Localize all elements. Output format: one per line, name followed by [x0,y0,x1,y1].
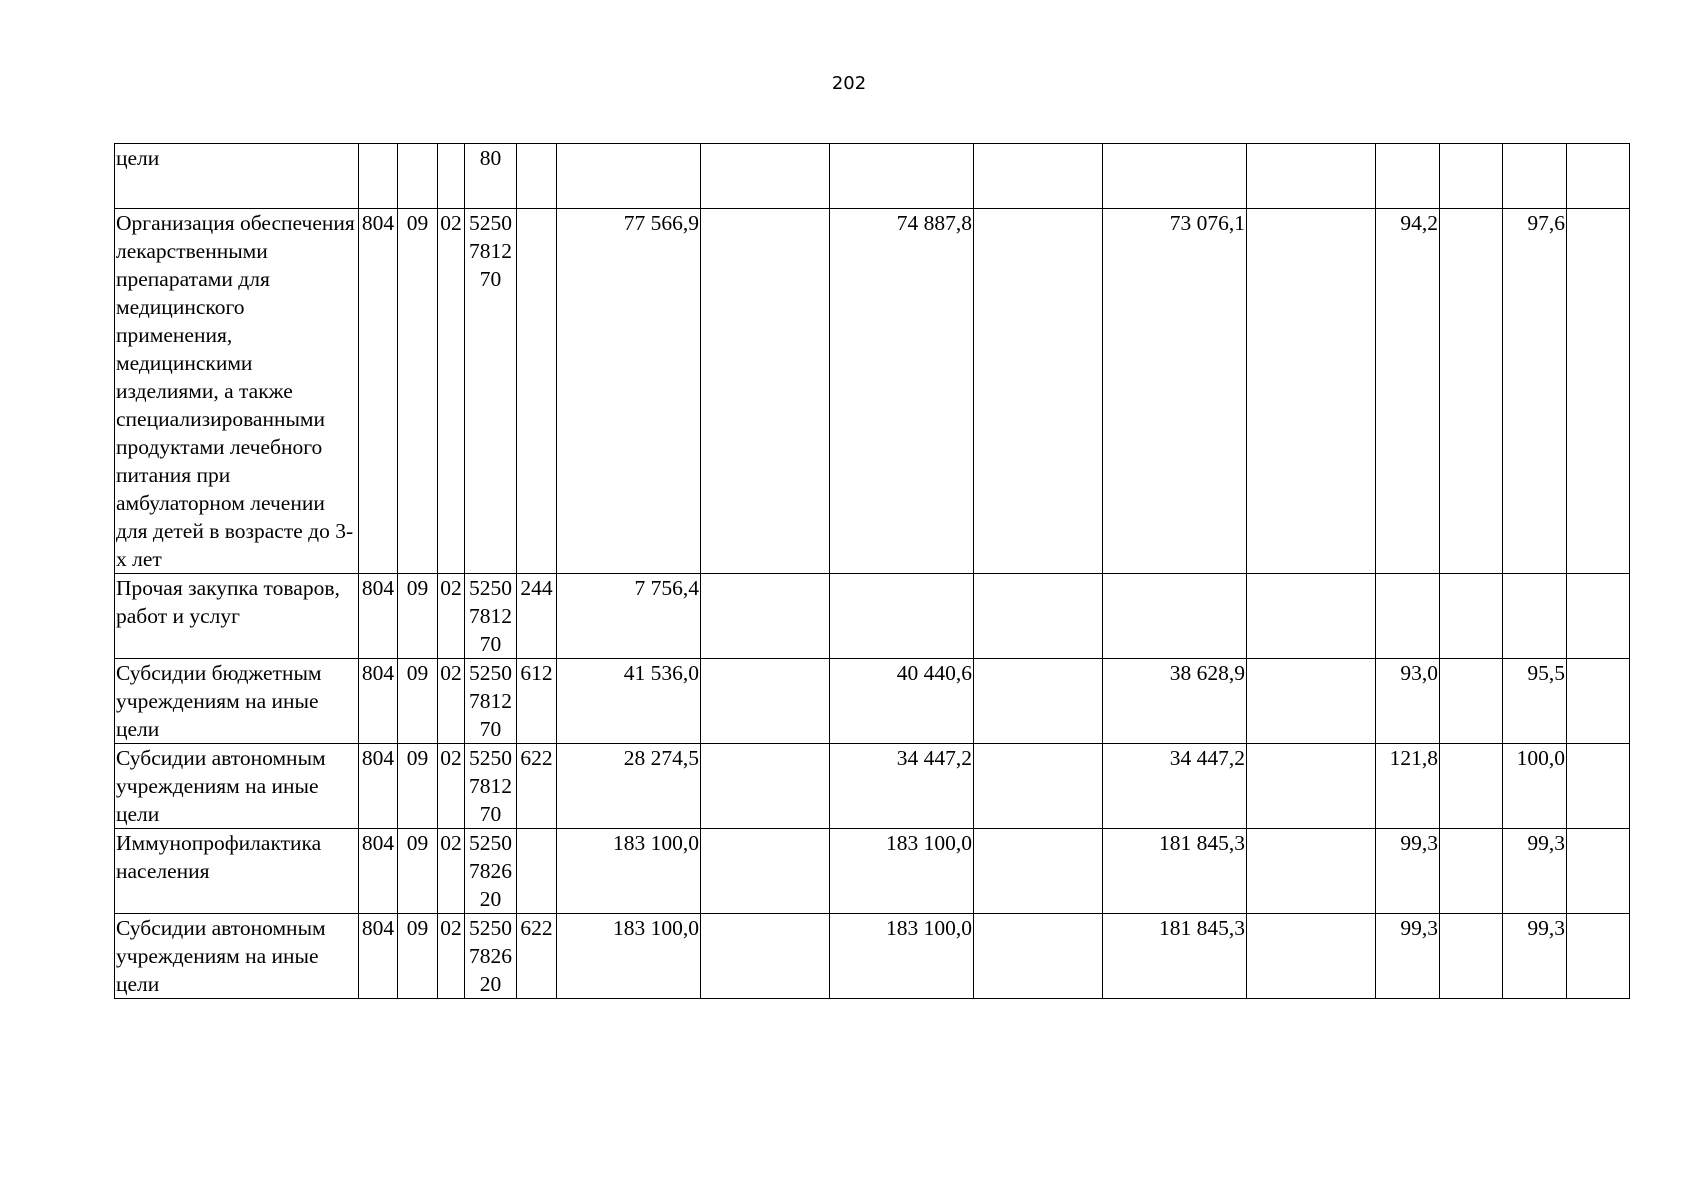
table-row [115,659,1630,744]
cell-vr: 612 [517,659,557,744]
cell-csr: 5250781270 [465,659,517,744]
cell-v9: 99,3 [1503,829,1567,914]
cell-v6 [1247,659,1376,744]
cell-vr [517,829,557,914]
cell-pr: 02 [438,914,465,999]
row-name: Субсидии бюджетным учреждениям на иные цели [115,659,359,744]
cell-vr: 244 [517,574,557,659]
budget-table [114,143,1630,999]
cell-v3: 74 887,8 [830,209,974,574]
cell-csr: 5250782620 [465,914,517,999]
cell-v5 [1103,144,1247,209]
cell-v1: 7 756,4 [557,574,701,659]
cell-v3: 183 100,0 [830,829,974,914]
cell-v5: 34 447,2 [1103,744,1247,829]
cell-v7 [1376,144,1440,209]
cell-v10 [1567,914,1630,999]
cell-v3: 40 440,6 [830,659,974,744]
row-name: цели [115,144,359,209]
cell-vr [517,144,557,209]
cell-pr: 02 [438,744,465,829]
cell-rz: 09 [398,574,438,659]
cell-rz: 09 [398,209,438,574]
cell-v8 [1440,744,1503,829]
page-number: 202 [831,73,867,94]
cell-v6 [1247,914,1376,999]
cell-v2 [701,744,830,829]
cell-v10 [1567,659,1630,744]
cell-v5: 181 845,3 [1103,829,1247,914]
cell-v4 [974,659,1103,744]
cell-v10 [1567,574,1630,659]
cell-v2 [701,144,830,209]
row-name: Иммунопрофилактика населения [115,829,359,914]
table-row [115,144,1630,209]
cell-csr: 5250782620 [465,829,517,914]
cell-g [359,144,398,209]
cell-csr: 5250781270 [465,744,517,829]
cell-v10 [1567,744,1630,829]
cell-v1: 77 566,9 [557,209,701,574]
cell-v2 [701,574,830,659]
cell-v5 [1103,574,1247,659]
table-row [115,914,1630,999]
table-row [115,829,1630,914]
cell-v4 [974,574,1103,659]
cell-v7 [1376,574,1440,659]
cell-pr: 02 [438,829,465,914]
cell-v3 [830,144,974,209]
cell-v3 [830,574,974,659]
cell-v10 [1567,829,1630,914]
cell-v6 [1247,574,1376,659]
cell-v9: 95,5 [1503,659,1567,744]
table-row [115,209,1630,574]
cell-v3: 183 100,0 [830,914,974,999]
cell-pr [438,144,465,209]
cell-pr: 02 [438,659,465,744]
cell-g: 804 [359,574,398,659]
cell-v7: 94,2 [1376,209,1440,574]
cell-v4 [974,209,1103,574]
cell-v8 [1440,659,1503,744]
cell-vr: 622 [517,914,557,999]
row-name: Субсидии автономным учреждениям на иные цели [115,914,359,999]
cell-v6 [1247,829,1376,914]
cell-v9 [1503,574,1567,659]
cell-v8 [1440,144,1503,209]
cell-g: 804 [359,744,398,829]
cell-v7: 121,8 [1376,744,1440,829]
cell-v2 [701,209,830,574]
cell-rz: 09 [398,914,438,999]
table-row [115,744,1630,829]
cell-rz: 09 [398,744,438,829]
cell-v9 [1503,144,1567,209]
row-name: Прочая закупка товаров, работ и услуг [115,574,359,659]
cell-g: 804 [359,659,398,744]
cell-g: 804 [359,829,398,914]
cell-v9: 97,6 [1503,209,1567,574]
cell-v1 [557,144,701,209]
cell-v1: 41 536,0 [557,659,701,744]
cell-g: 804 [359,914,398,999]
cell-pr: 02 [438,209,465,574]
cell-csr: 5250781270 [465,574,517,659]
cell-v8 [1440,914,1503,999]
cell-v7: 99,3 [1376,914,1440,999]
cell-v4 [974,144,1103,209]
cell-vr [517,209,557,574]
cell-v6 [1247,744,1376,829]
cell-v1: 28 274,5 [557,744,701,829]
cell-g: 804 [359,209,398,574]
cell-v9: 99,3 [1503,914,1567,999]
cell-v1: 183 100,0 [557,829,701,914]
cell-v8 [1440,209,1503,574]
cell-v5: 181 845,3 [1103,914,1247,999]
table-row [115,574,1630,659]
cell-v8 [1440,574,1503,659]
cell-v2 [701,829,830,914]
cell-v4 [974,744,1103,829]
cell-v2 [701,659,830,744]
cell-v7: 93,0 [1376,659,1440,744]
cell-rz: 09 [398,659,438,744]
cell-v9: 100,0 [1503,744,1567,829]
row-name: Организация обеспечения лекарственными препаратами для медицинского применения, медицинскими изделиями, а также специализированными продуктами лечебного питания при амбулаторном лечении для детей в возрасте до 3-х лет [115,209,359,574]
cell-v2 [701,914,830,999]
cell-v8 [1440,829,1503,914]
cell-v10 [1567,144,1630,209]
cell-v3: 34 447,2 [830,744,974,829]
cell-v5: 38 628,9 [1103,659,1247,744]
table-body [115,144,1630,999]
cell-v4 [974,914,1103,999]
cell-csr: 80 [465,144,517,209]
cell-pr: 02 [438,574,465,659]
cell-v6 [1247,144,1376,209]
cell-rz: 09 [398,829,438,914]
cell-v1: 183 100,0 [557,914,701,999]
row-name: Субсидии автономным учреждениям на иные цели [115,744,359,829]
cell-v7: 99,3 [1376,829,1440,914]
cell-v5: 73 076,1 [1103,209,1247,574]
cell-v6 [1247,209,1376,574]
cell-vr: 622 [517,744,557,829]
cell-v4 [974,829,1103,914]
cell-rz [398,144,438,209]
cell-csr: 5250781270 [465,209,517,574]
cell-v10 [1567,209,1630,574]
